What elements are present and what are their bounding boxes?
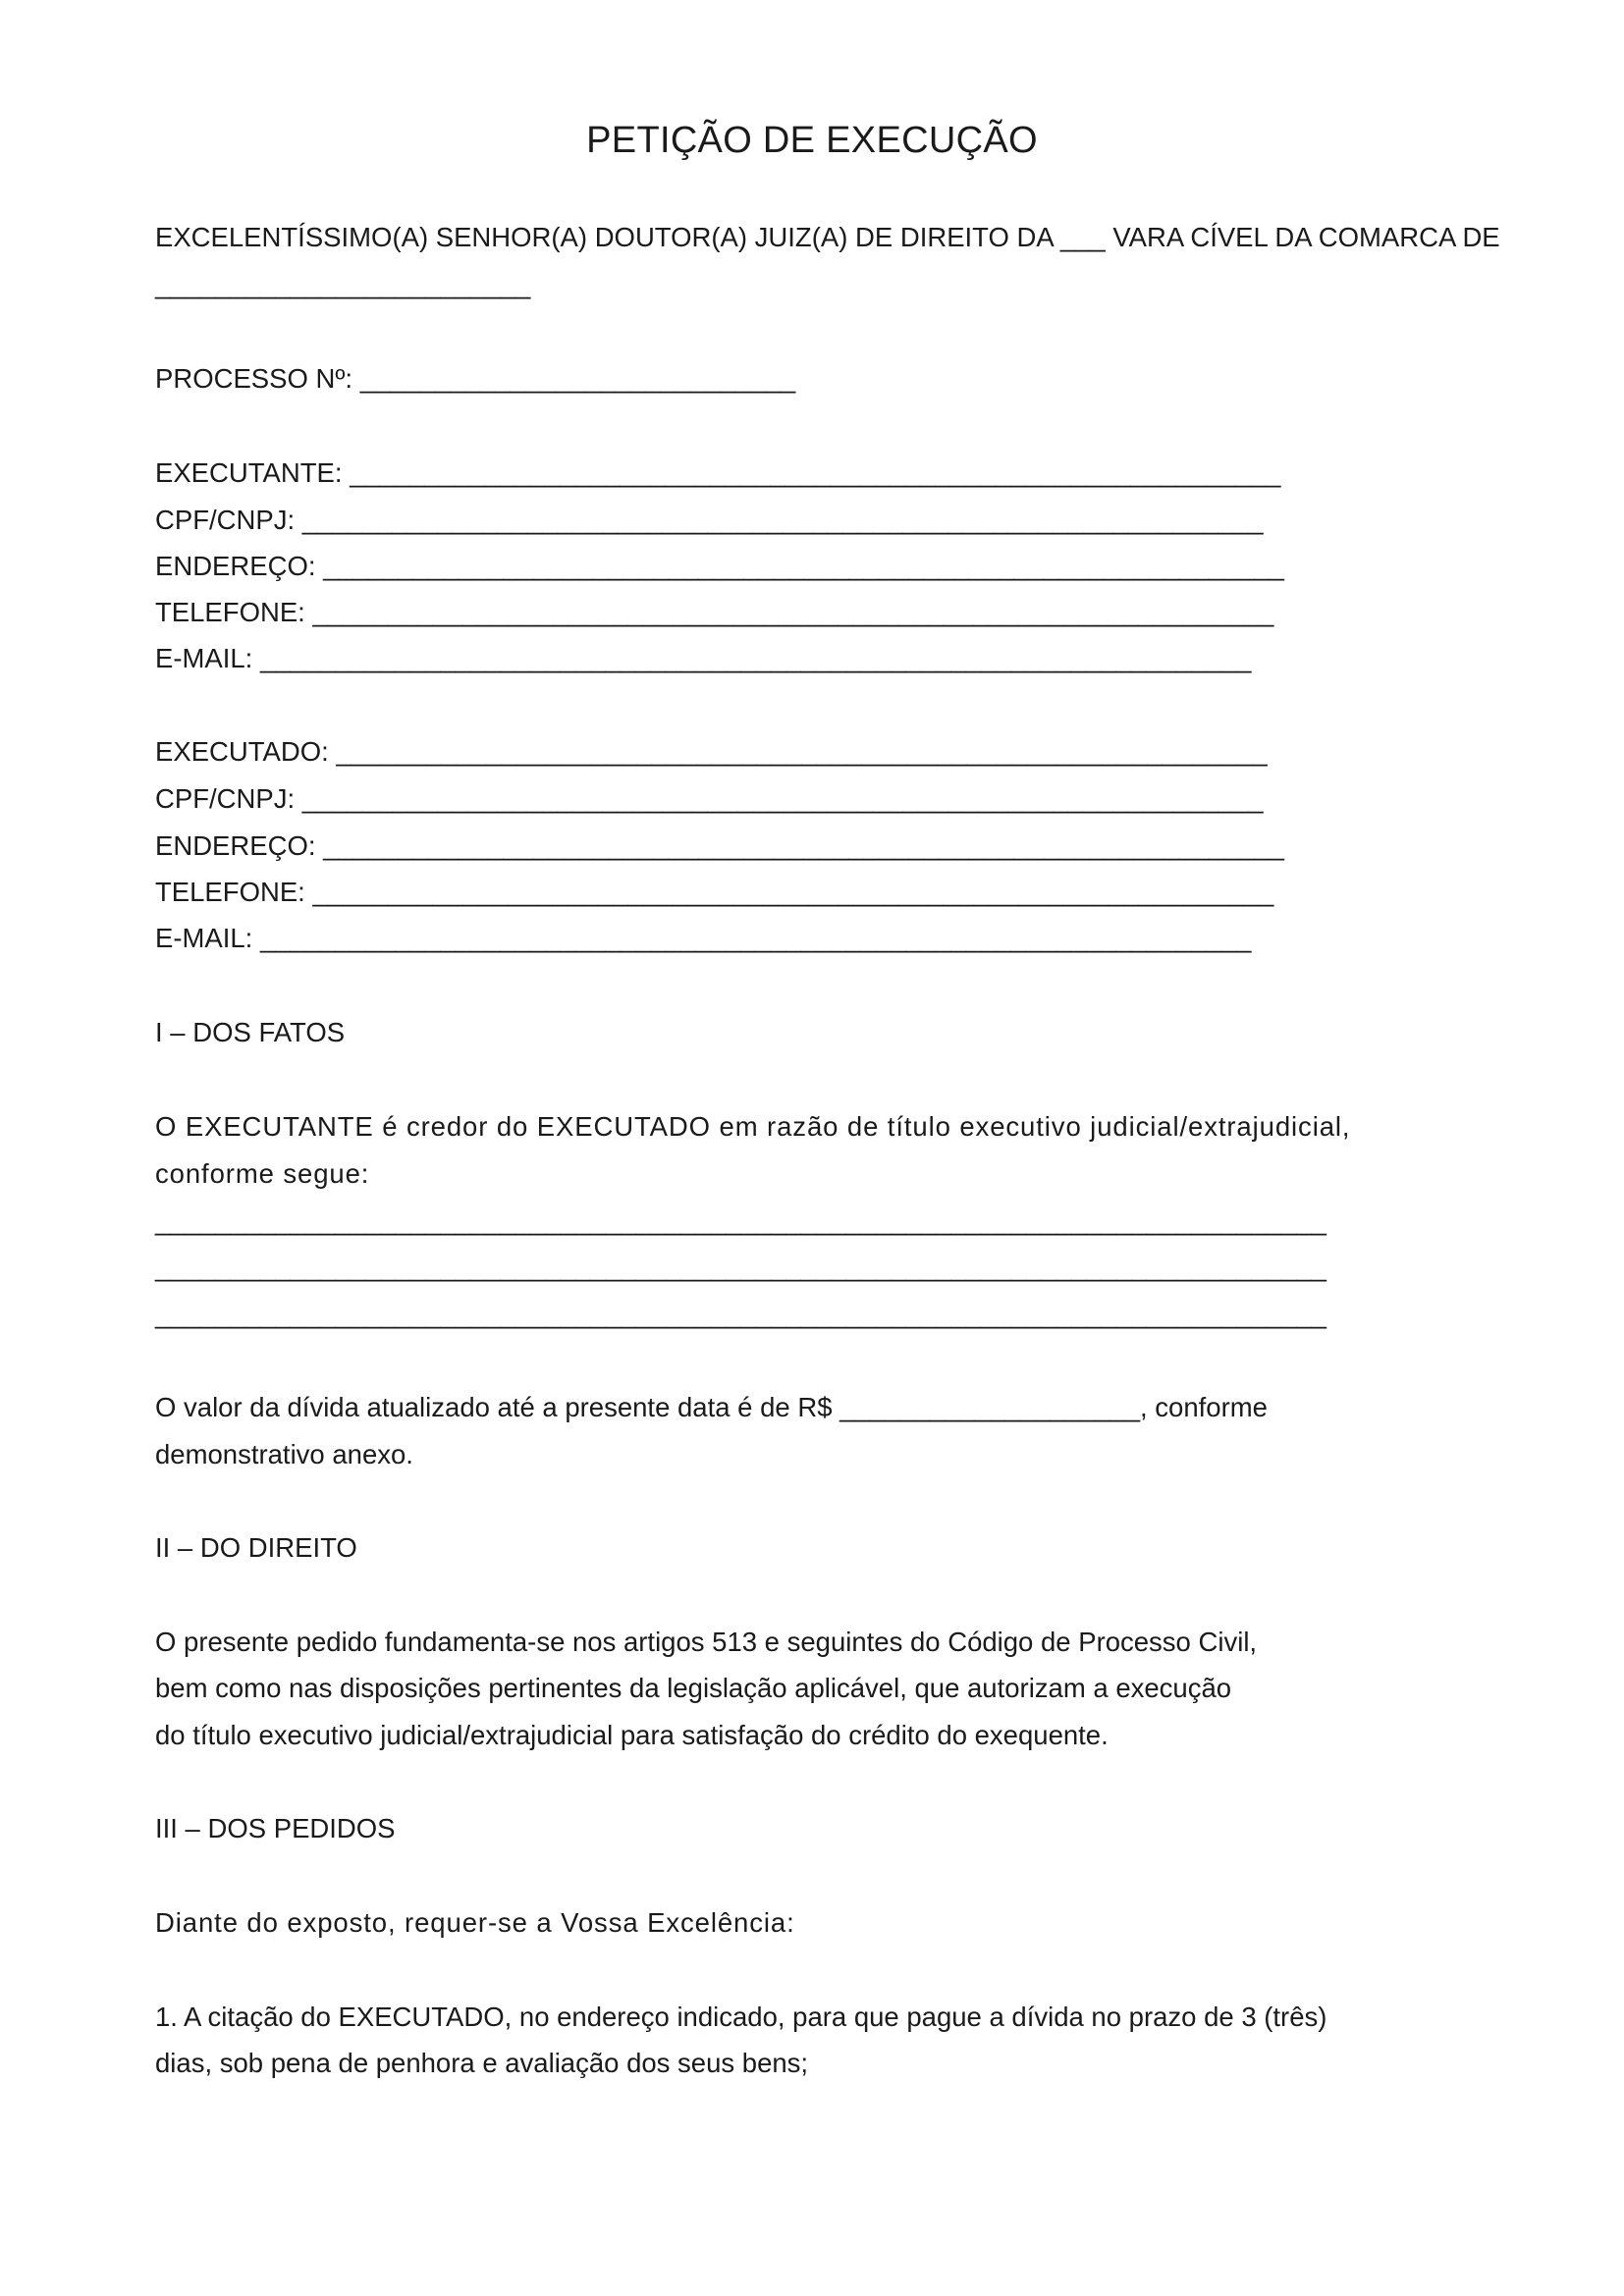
executante-name-line: EXECUTANTE: ______________________________________________________________ [155, 457, 1281, 488]
section-facts-heading: I – DOS FATOS [155, 1017, 346, 1047]
facts-paragraph-line-1: O EXECUTANTE é credor do EXECUTADO em razão de título executivo judicial/extrajudicial, [155, 1111, 1351, 1142]
law-paragraph-line: O presente pedido fundamenta-se nos artigos 513 e seguintes do Código de Processo Civil, [155, 1627, 1258, 1657]
request-item-1-line-2: dias, sob pena de penhora e avaliação dos seus bens; [155, 2048, 809, 2078]
executado-address-line: ENDEREÇO: ________________________________________________________________ [155, 830, 1284, 861]
debt-value-line-1: O valor da dívida atualizado até a presente data é de R$ ____________________, conforme [155, 1392, 1268, 1422]
executado-email-line: E-MAIL: __________________________________________________________________ [155, 923, 1252, 953]
document-title: PETIÇÃO DE EXECUÇÃO [586, 120, 1038, 161]
executante-email-line: E-MAIL: __________________________________________________________________ [155, 643, 1252, 673]
addressee-line-1: EXCELENTÍSSIMO(A) SENHOR(A) DOUTOR(A) JUIZ(A) DE DIREITO DA ___ VARA CÍVEL DA COMARCA DE [155, 222, 1500, 252]
law-paragraph-line: bem como nas disposições pertinentes da legislação aplicável, que autorizam a execução [155, 1673, 1232, 1703]
executante-address-line: ENDEREÇO: ________________________________________________________________ [155, 551, 1284, 581]
request-item-1-line-1: 1. A citação do EXECUTADO, no endereço indicado, para que pague a dívida no prazo de 3 (três) [155, 2002, 1327, 2032]
executante-cpf-line: CPF/CNPJ: ________________________________________________________________ [155, 505, 1264, 535]
law-paragraph-line: do título executivo judicial/extrajudicial para satisfação do crédito do exequente. [155, 1720, 1109, 1750]
process-number-line: PROCESSO Nº: _____________________________ [155, 363, 796, 394]
executado-cpf-line: CPF/CNPJ: ________________________________________________________________ [155, 783, 1264, 814]
facts-blank-line: ______________________________________________________________________________ [155, 1252, 1326, 1282]
requests-intro: Diante do exposto, requer-se a Vossa Excelência: [155, 1907, 795, 1938]
facts-paragraph-line-2: conforme segue: [155, 1158, 370, 1189]
executante-phone-line: TELEFONE: ________________________________________________________________ [155, 597, 1274, 627]
section-law-heading: II – DO DIREITO [155, 1532, 357, 1563]
addressee-line-2: _________________________ [155, 269, 531, 299]
executado-phone-line: TELEFONE: ________________________________________________________________ [155, 877, 1274, 907]
executado-name-line: EXECUTADO: ______________________________________________________________ [155, 736, 1268, 767]
debt-value-line-2: demonstrativo anexo. [155, 1439, 413, 1469]
facts-blank-line: ______________________________________________________________________________ [155, 1299, 1326, 1329]
section-requests-heading: III – DOS PEDIDOS [155, 1813, 396, 1843]
facts-blank-line: ______________________________________________________________________________ [155, 1205, 1326, 1236]
